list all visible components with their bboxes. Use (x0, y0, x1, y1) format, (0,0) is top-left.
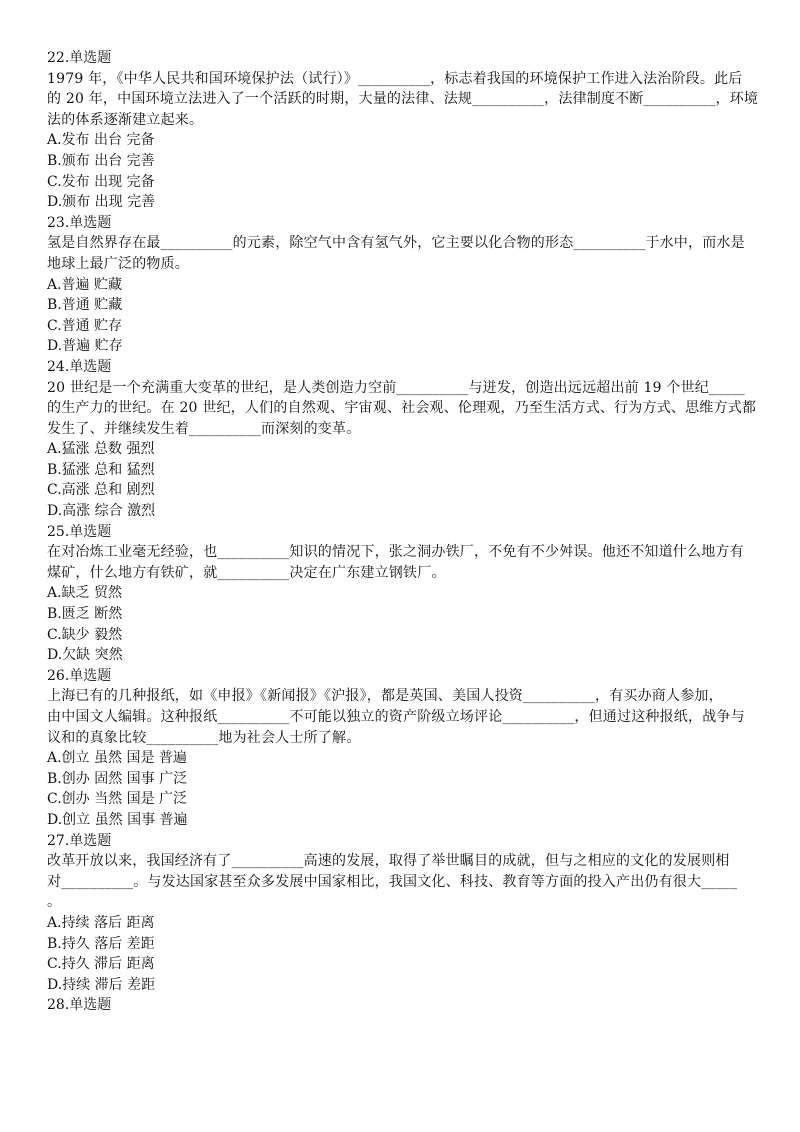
option-c: C.普通 贮存 (47, 317, 123, 334)
option-d: D.持续 滞后 差距 (47, 976, 156, 993)
option-c: C.缺少 毅然 (47, 626, 123, 643)
question-23 (47, 213, 759, 357)
question-24 (47, 357, 759, 522)
question-document (47, 48, 759, 1016)
option-a: A.普遍 贮藏 (47, 276, 123, 293)
option-c: C.发布 出现 完备 (47, 173, 155, 190)
option-b: B.持久 落后 差距 (47, 935, 155, 952)
question-stem-line: 煤矿，什么地方有铁矿，就__________决定在广东建立钢铁厂。 (47, 564, 446, 581)
question-27 (47, 831, 759, 996)
question-stem-line: 的 20 年，中国环境立法进入了一个活跃的时期，大量的法律、法规__________，法律制度不断__________，环境 (47, 91, 759, 108)
question-stem-line: 。 (47, 894, 62, 911)
option-d: D.颁布 出现 完善 (47, 194, 156, 211)
option-d: D.高涨 综合 激烈 (47, 503, 156, 520)
option-c: C.持久 滞后 距离 (47, 956, 155, 973)
question-stem-line: 在对冶炼工业毫无经验，也__________知识的情况下，张之洞办铁厂，不免有不少舛误。他还不知道什么地方有 (47, 544, 744, 561)
question-number: 24.单选题 (47, 358, 112, 375)
question-number: 22.单选题 (47, 50, 112, 66)
option-b: B.颁布 出台 完善 (47, 152, 155, 169)
question-stem-line: 的生产力的世纪。在 20 世纪，人们的自然观、宇宙观、社会观、伦理观，乃至生活方式、行为方式、思维方式都 (47, 400, 757, 417)
question-stem-line: 氢是自然界存在最__________的元素，除空气中含有氢气外，它主要以化合物的形态__________于水中，而水是 (47, 235, 745, 252)
option-d: D.欠缺 突然 (47, 647, 123, 664)
question-number: 25.单选题 (47, 523, 112, 540)
question-25 (47, 522, 759, 666)
question-stem-line: 地球上最广泛的物质。 (47, 255, 189, 272)
option-b: B.匮乏 断然 (47, 606, 123, 623)
question-stem-line: 议和的真象比较__________地为社会人士所了解。 (47, 729, 361, 746)
question-stem-line: 对__________。与发达国家甚至众多发展中国家相比，我国文化、科技、教育等方面的投入产出仍有很大_____ (47, 873, 738, 890)
question-number: 27.单选题 (47, 832, 112, 849)
option-b: B.猛涨 总和 猛烈 (47, 461, 155, 478)
question-22 (47, 48, 759, 213)
question-stem-line: 发生了、并继续发生着__________而深刻的变革。 (47, 420, 361, 437)
question-26 (47, 666, 759, 831)
question-28 (47, 995, 759, 1016)
option-d: D.普遍 贮存 (47, 338, 123, 355)
question-stem-line: 改革开放以来，我国经济有了__________高速的发展，取得了举世瞩目的成就，但与之相应的文化的发展则相 (47, 853, 730, 870)
option-a: A.缺乏 贸然 (47, 585, 123, 602)
question-stem-line: 20 世纪是一个充满重大变革的世纪，是人类创造力空前__________与迸发，创造出远远超出前 19 个世纪_____ (47, 379, 745, 396)
question-stem-line: 法的体系逐渐建立起来。 (47, 111, 204, 128)
option-a: A.猛涨 总数 强烈 (47, 441, 155, 458)
question-stem-line: 由中国文人编辑。这种报纸__________不可能以独立的资产阶级立场评论__________，但通过这种报纸，战争与 (47, 709, 745, 725)
option-a: A.持续 落后 距离 (47, 914, 155, 931)
option-c: C.创办 当然 国是 广泛 (47, 791, 188, 808)
question-stem-line: 1979 年，《中华人民共和国环境保护法（试行）》__________，标志着我国的环境保护工作进入法治阶段。此后 (47, 70, 743, 87)
question-number: 23.单选题 (47, 214, 112, 231)
question-stem-line: 上海已有的几种报纸，如《申报》《新闻报》《沪报》，都是英国、美国人投资__________，有买办商人参加， (47, 688, 723, 705)
option-a: A.创立 虽然 国是 普遍 (47, 750, 187, 767)
question-number: 28.单选题 (47, 997, 112, 1014)
question-number: 26.单选题 (47, 667, 112, 684)
option-a: A.发布 出台 完备 (47, 132, 155, 149)
option-c: C.高涨 总和 剧烈 (47, 482, 155, 499)
option-b: B.普通 贮藏 (47, 297, 123, 314)
option-d: D.创立 虽然 国事 普遍 (47, 811, 188, 828)
option-b: B.创办 固然 国事 广泛 (47, 770, 188, 787)
